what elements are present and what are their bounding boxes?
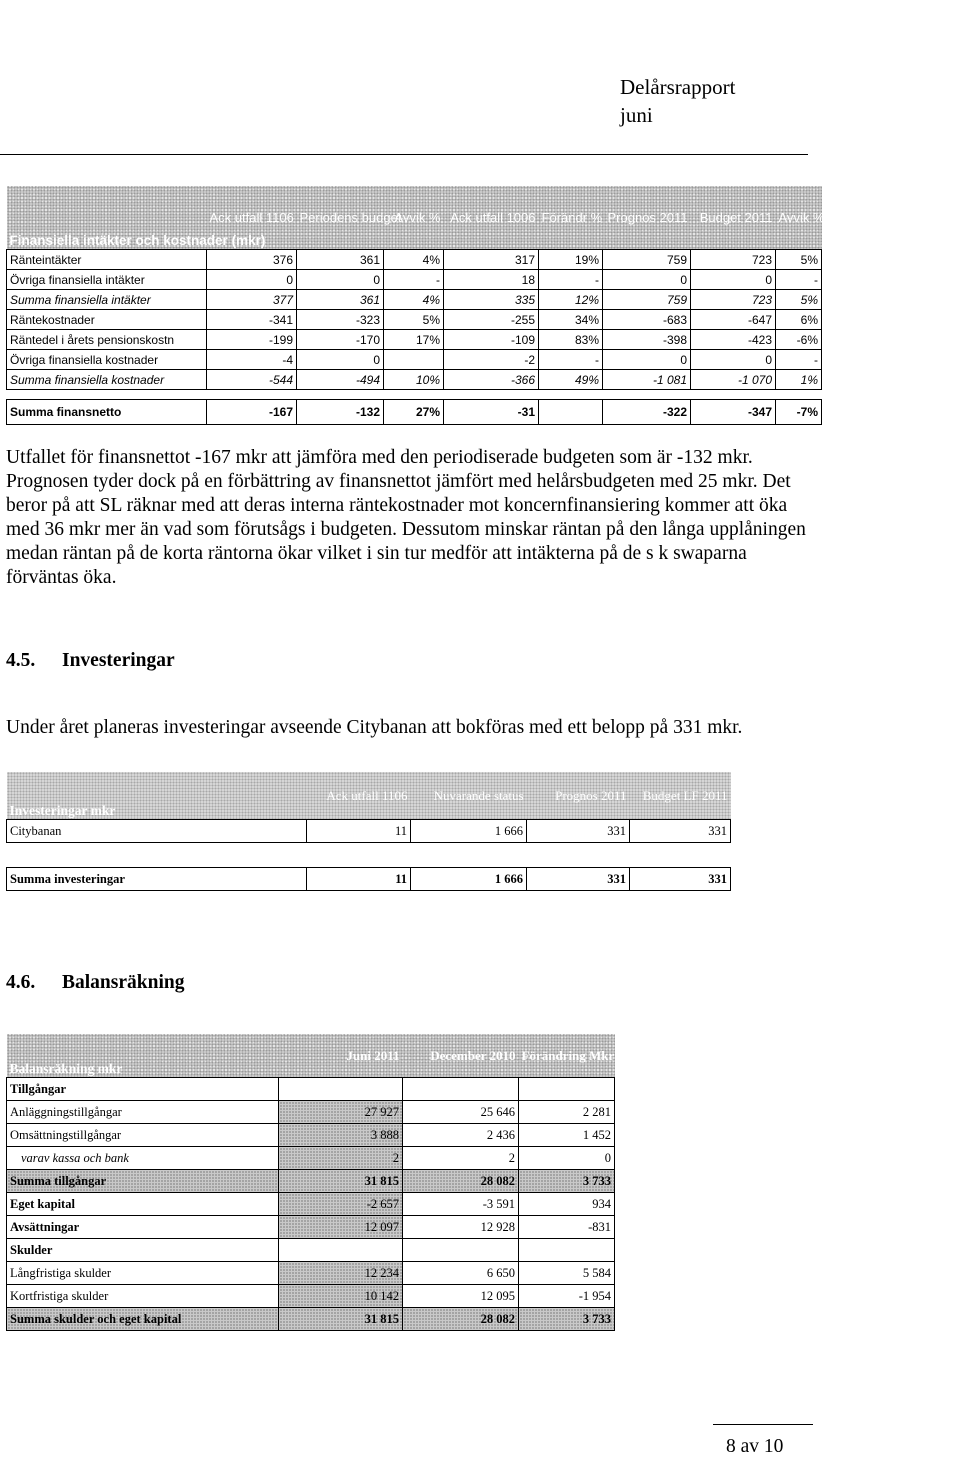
table-cell: - <box>776 350 822 370</box>
finance-header-cell: Avvik % <box>394 209 441 225</box>
table-cell: 2 <box>279 1147 403 1170</box>
table-cell: -2 657 <box>279 1193 403 1216</box>
spacer-cell <box>603 390 691 400</box>
spacer-cell <box>411 843 527 868</box>
table-cell: 2 436 <box>403 1124 519 1147</box>
table-cell: 4% <box>384 290 444 310</box>
table-cell: -398 <box>603 330 691 350</box>
table-cell: 361 <box>297 250 384 270</box>
balance-header-cell: Förändring Mkr <box>521 1047 615 1063</box>
spacer-cell <box>691 390 776 400</box>
investment-header-cell: Budget LF 2011 <box>642 787 728 803</box>
table-cell: -544 <box>207 370 297 390</box>
table-cell: 1% <box>776 370 822 390</box>
table-cell: -831 <box>519 1216 615 1239</box>
table-cell: 12 097 <box>279 1216 403 1239</box>
section-row <box>7 1078 615 1101</box>
section-heading: Investeringar <box>62 650 175 671</box>
table-cell: -323 <box>297 310 384 330</box>
row-label: Räntekostnader <box>7 310 207 330</box>
table-row <box>7 350 822 370</box>
table-cell: 6 650 <box>403 1262 519 1285</box>
table-cell: 3 733 <box>519 1308 615 1331</box>
spacer-cell <box>527 843 630 868</box>
total-row <box>7 868 731 891</box>
row-label: Summa tillgångar <box>7 1170 279 1193</box>
table-cell: -167 <box>207 400 297 425</box>
table-row <box>7 270 822 290</box>
section-number: 4.5. <box>6 650 36 671</box>
row-label: Kortfristiga skulder <box>7 1285 279 1308</box>
spacer-cell <box>7 390 207 400</box>
table-cell: 11 <box>307 820 411 843</box>
table-cell: 361 <box>297 290 384 310</box>
finance-header-cell: Avvik % <box>778 209 825 225</box>
table-cell: -423 <box>691 330 776 350</box>
table-row <box>7 330 822 350</box>
table-cell: -347 <box>691 400 776 425</box>
table-row <box>7 1193 615 1216</box>
table-cell: -1 954 <box>519 1285 615 1308</box>
table-row <box>7 1124 615 1147</box>
table-cell: 6% <box>776 310 822 330</box>
table-cell: 0 <box>603 270 691 290</box>
table-cell: -494 <box>297 370 384 390</box>
spacer-row <box>7 390 822 400</box>
investment-header-label: Investeringar mkr <box>9 803 116 818</box>
table-cell: 759 <box>603 290 691 310</box>
table-cell: 31 815 <box>279 1170 403 1193</box>
table-cell: 11 <box>307 868 411 891</box>
balance-header-row <box>7 1034 615 1078</box>
table-cell: - <box>539 270 603 290</box>
finance-header-label: Finansiella intäkter och kostnader (mkr) <box>9 233 266 248</box>
table-cell: 0 <box>207 270 297 290</box>
table-row <box>7 1262 615 1285</box>
table-cell: -3 591 <box>403 1193 519 1216</box>
table-cell: 83% <box>539 330 603 350</box>
section-row <box>7 1239 615 1262</box>
investment-header-cell: Ack utfall 1106 <box>326 787 408 803</box>
table-cell: -170 <box>297 330 384 350</box>
balance-table <box>6 1034 615 1331</box>
table-cell <box>279 1239 403 1262</box>
table-cell: 377 <box>207 290 297 310</box>
finance-header-cell: Budget 2011 <box>699 209 773 225</box>
finance-header-row <box>7 186 822 250</box>
table-cell: 0 <box>603 350 691 370</box>
table-cell <box>519 1239 615 1262</box>
total-row <box>7 1308 615 1331</box>
finance-header-cell: Prognos 2011 <box>607 209 688 225</box>
row-label: Övriga finansiella intäkter <box>7 270 207 290</box>
row-label: Citybanan <box>7 820 307 843</box>
finance-header-cell: Ack utfall 1106 <box>209 209 294 225</box>
table-cell: 723 <box>691 250 776 270</box>
table-cell: 27 927 <box>279 1101 403 1124</box>
row-label: Avsättningar <box>7 1216 279 1239</box>
table-cell <box>519 1078 615 1101</box>
row-label: Långfristiga skulder <box>7 1262 279 1285</box>
row-label: Summa investeringar <box>7 868 307 891</box>
investment-table <box>6 772 731 891</box>
table-cell: - <box>384 270 444 290</box>
spacer-cell <box>776 390 822 400</box>
spacer-cell <box>539 390 603 400</box>
spacer-cell <box>444 390 539 400</box>
table-cell: -366 <box>444 370 539 390</box>
table-cell: 5 584 <box>519 1262 615 1285</box>
table-cell: 2 <box>403 1147 519 1170</box>
table-cell: 19% <box>539 250 603 270</box>
table-cell: -647 <box>691 310 776 330</box>
row-label: Skulder <box>7 1239 279 1262</box>
table-cell: 12% <box>539 290 603 310</box>
table-cell: 0 <box>691 350 776 370</box>
table-cell: 376 <box>207 250 297 270</box>
row-label: Övriga finansiella kostnader <box>7 350 207 370</box>
table-cell: 18 <box>444 270 539 290</box>
table-cell: -31 <box>444 400 539 425</box>
footer-divider <box>713 1424 813 1425</box>
table-cell: -683 <box>603 310 691 330</box>
table-cell <box>403 1239 519 1262</box>
finance-header-cell: Ack utfall 1006 <box>450 209 536 225</box>
section-number: 4.6. <box>6 972 36 993</box>
table-cell: 331 <box>527 868 630 891</box>
table-cell: 28 082 <box>403 1170 519 1193</box>
table-cell: 0 <box>691 270 776 290</box>
investment-header-cell: Prognos 2011 <box>555 787 627 803</box>
spacer-cell <box>297 390 384 400</box>
table-cell: 17% <box>384 330 444 350</box>
spacer-cell <box>7 843 307 868</box>
table-cell: 31 815 <box>279 1308 403 1331</box>
spacer-cell <box>630 843 731 868</box>
table-cell: 5% <box>776 290 822 310</box>
balance-header-cell: Juni 2011 <box>346 1047 400 1063</box>
investment-header-row <box>7 772 731 820</box>
table-cell: -6% <box>776 330 822 350</box>
row-label: Summa finansiella kostnader <box>7 370 207 390</box>
table-cell: 4% <box>384 250 444 270</box>
total-row <box>7 400 822 425</box>
table-cell: 5% <box>776 250 822 270</box>
table-cell: -1 081 <box>603 370 691 390</box>
row-label: Ränteintäkter <box>7 250 207 270</box>
table-cell: -255 <box>444 310 539 330</box>
page-number: 8 av 10 <box>726 1436 784 1457</box>
table-cell <box>403 1078 519 1101</box>
table-cell: 34% <box>539 310 603 330</box>
subtotal-row <box>7 290 822 310</box>
balance-header-cell: December 2010 <box>430 1047 516 1063</box>
table-cell: -322 <box>603 400 691 425</box>
row-label: Anläggningstillgångar <box>7 1101 279 1124</box>
table-row <box>7 820 731 843</box>
table-cell: -199 <box>207 330 297 350</box>
table-cell: 12 095 <box>403 1285 519 1308</box>
table-cell: 934 <box>519 1193 615 1216</box>
subtotal-row <box>7 370 822 390</box>
spacer-row <box>7 843 731 868</box>
finance-header-cell: Förändr % <box>541 209 603 225</box>
finance-table <box>6 186 825 425</box>
table-cell <box>279 1078 403 1101</box>
row-label: Eget kapital <box>7 1193 279 1216</box>
table-cell: 28 082 <box>403 1308 519 1331</box>
table-cell: 331 <box>630 820 731 843</box>
table-cell: 49% <box>539 370 603 390</box>
table-cell <box>384 350 444 370</box>
table-cell: -109 <box>444 330 539 350</box>
table-cell: -1 070 <box>691 370 776 390</box>
table-cell: -4 <box>207 350 297 370</box>
table-cell: 3 888 <box>279 1124 403 1147</box>
investment-header-cell: Nuvarande status <box>433 787 524 803</box>
total-row <box>7 1170 615 1193</box>
table-cell: 10% <box>384 370 444 390</box>
balance-header-label: Balansräkning mkr <box>9 1061 123 1076</box>
table-row <box>7 310 822 330</box>
row-label: Summa skulder och eget kapital <box>7 1308 279 1331</box>
table-cell: 1 452 <box>519 1124 615 1147</box>
table-cell: -132 <box>297 400 384 425</box>
spacer-cell <box>307 843 411 868</box>
table-cell: 317 <box>444 250 539 270</box>
finance-header-cell: Periodens budget <box>299 209 402 225</box>
table-cell: 1 666 <box>411 868 527 891</box>
row-label: Tillgångar <box>7 1078 279 1101</box>
report-title: Delårsrapport <box>620 75 736 99</box>
row-label: Summa finansnetto <box>7 400 207 425</box>
table-cell: 331 <box>527 820 630 843</box>
section-heading: Balansräkning <box>62 972 185 993</box>
row-label: Summa finansiella intäkter <box>7 290 207 310</box>
table-cell: 12 234 <box>279 1262 403 1285</box>
table-cell: -2 <box>444 350 539 370</box>
investment-commentary: Under året planeras investeringar avseende Citybanan att bokföras med ett belopp på 331 mkr. <box>6 717 743 738</box>
table-cell: -7% <box>776 400 822 425</box>
row-label: Räntedel i årets pensionskostn <box>7 330 207 350</box>
table-cell: 331 <box>630 868 731 891</box>
table-row <box>7 1147 615 1170</box>
table-cell: 335 <box>444 290 539 310</box>
table-cell: - <box>776 270 822 290</box>
table-row <box>7 1216 615 1239</box>
header-divider <box>0 154 808 155</box>
table-cell: 723 <box>691 290 776 310</box>
table-cell: 3 733 <box>519 1170 615 1193</box>
table-cell: 5% <box>384 310 444 330</box>
table-cell: 759 <box>603 250 691 270</box>
table-cell: 0 <box>297 350 384 370</box>
table-cell: 1 666 <box>411 820 527 843</box>
spacer-cell <box>384 390 444 400</box>
table-cell: 2 281 <box>519 1101 615 1124</box>
table-cell: 12 928 <box>403 1216 519 1239</box>
spacer-cell <box>207 390 297 400</box>
table-cell: 25 646 <box>403 1101 519 1124</box>
table-row <box>7 1285 615 1308</box>
table-cell: 27% <box>384 400 444 425</box>
row-label: Omsättningstillgångar <box>7 1124 279 1147</box>
table-cell: - <box>539 350 603 370</box>
finance-commentary: Utfallet för finansnettot -167 mkr att jämföra med den periodiserade budgeten som är -132 mkr. Prognosen tyder dock på en förbättring av finansnettot jämfört med helårsbudgeten med 25 mkr. Det beror på att SL räknar med att deras interna räntekostnader mot koncernfinansiering kommer att öka med 36 mkr mer än vad som förutsågs i budgeten. Dessutom minskar räntan på den långa upplåningen medan räntan på de korta räntorna ökar vilket i sin tur medför att intäkterna på de s k swaparna förväntas öka. <box>6 447 806 588</box>
table-cell <box>539 400 603 425</box>
table-cell: 0 <box>297 270 384 290</box>
table-cell: 0 <box>519 1147 615 1170</box>
row-label: varav kassa och bank <box>7 1147 279 1170</box>
report-period: juni <box>620 103 653 127</box>
table-row <box>7 1101 615 1124</box>
table-row <box>7 250 822 270</box>
table-cell: 10 142 <box>279 1285 403 1308</box>
table-cell: -341 <box>207 310 297 330</box>
